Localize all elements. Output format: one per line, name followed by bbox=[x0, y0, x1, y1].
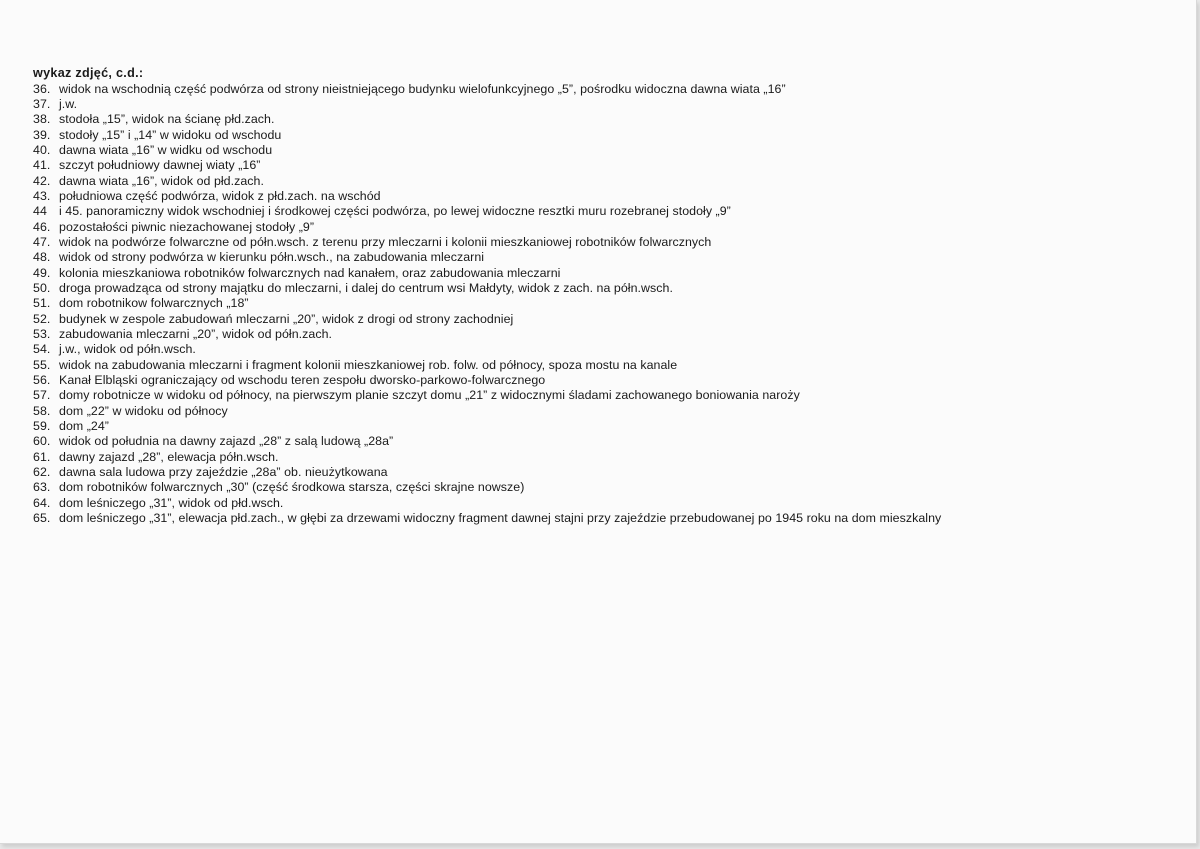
list-item bbox=[33, 112, 1173, 127]
item-number: 62. bbox=[33, 465, 51, 480]
list-item bbox=[33, 97, 1173, 112]
item-number: 57. bbox=[33, 388, 51, 403]
item-description: dom „24” bbox=[59, 419, 109, 434]
item-description: stodoły „15” i „14” w widoku od wschodu bbox=[59, 127, 282, 142]
list-item bbox=[33, 480, 1173, 495]
list-item bbox=[33, 312, 1173, 327]
item-description: dawna wiata „16”, widok od płd.zach. bbox=[59, 173, 264, 188]
item-description: kolonia mieszkaniowa robotników folwarcznych nad kanałem, oraz zabudowania mleczarni bbox=[59, 265, 561, 280]
item-number: 56. bbox=[33, 373, 51, 388]
list-item bbox=[33, 465, 1173, 480]
list-item bbox=[33, 404, 1173, 419]
item-number: 64. bbox=[33, 495, 51, 510]
item-number: 60. bbox=[33, 434, 51, 449]
item-number: 36. bbox=[33, 81, 51, 96]
item-number: 58. bbox=[33, 403, 51, 418]
item-description: dawna sala ludowa przy zajeździe „28a” ob. nieużytkowana bbox=[59, 465, 388, 480]
list-item bbox=[33, 235, 1173, 250]
list-item bbox=[33, 204, 1173, 219]
list-item bbox=[33, 266, 1173, 281]
list-item bbox=[33, 220, 1173, 235]
item-number: 59. bbox=[33, 419, 51, 434]
item-description: widok na zabudowania mleczarni i fragment kolonii mieszkaniowej rob. folw. od północy, spoza mostu na kanale bbox=[59, 357, 678, 372]
item-description: widok na podwórze folwarczne od półn.wsch. z terenu przy mleczarni i kolonii mieszkaniowej robotników folwarcznych bbox=[59, 234, 712, 249]
list-item bbox=[33, 434, 1173, 449]
item-number: 65. bbox=[33, 511, 51, 526]
item-number: 52. bbox=[33, 311, 51, 326]
item-number: 47. bbox=[33, 234, 51, 249]
list-item bbox=[33, 496, 1173, 511]
item-number: 39. bbox=[33, 127, 51, 142]
item-description: i 45. panoramiczny widok wschodniej i środkowej części podwórza, po lewej widoczne resztki muru rozebranej stodoły „9” bbox=[59, 204, 731, 219]
item-description: dom robotnikow folwarcznych „18” bbox=[59, 296, 249, 311]
list-item bbox=[33, 358, 1173, 373]
list-item bbox=[33, 281, 1173, 296]
list-item bbox=[33, 450, 1173, 465]
list-item bbox=[33, 128, 1173, 143]
list-item bbox=[33, 419, 1173, 434]
item-description: droga prowadząca od strony majątku do mleczarni, i dalej do centrum wsi Małdyty, widok z zach. na półn.wsch. bbox=[59, 280, 673, 295]
item-number: 55. bbox=[33, 357, 51, 372]
item-description: dawny zajazd „28”, elewacja półn.wsch. bbox=[59, 449, 279, 464]
item-description: dawna wiata „16” w widku od wschodu bbox=[59, 142, 273, 157]
item-description: pozostałości piwnic niezachowanej stodoły „9” bbox=[59, 219, 315, 234]
document-title: wykaz zdjęć, c.d.: bbox=[33, 66, 144, 80]
item-description: dom leśniczego „31”, elewacja płd.zach., w głębi za drzewami widoczny fragment dawnej stajni przy zajeździe przebudowanej po 1945 roku na dom mieszkalny bbox=[59, 511, 942, 526]
document-content bbox=[33, 66, 1173, 526]
item-description: budynek w zespole zabudowań mleczarni „20”, widok z drogi od strony zachodniej bbox=[59, 311, 514, 326]
item-number: 44 bbox=[33, 204, 47, 219]
item-description: dom leśniczego „31”, widok od płd.wsch. bbox=[59, 495, 284, 510]
item-description: dom robotników folwarcznych „30” (część środkowa starsza, części skrajne nowsze) bbox=[59, 480, 525, 495]
item-number: 53. bbox=[33, 327, 51, 341]
item-number: 37. bbox=[33, 96, 51, 111]
item-number: 61. bbox=[33, 449, 51, 464]
item-number: 38. bbox=[33, 112, 51, 127]
list-item bbox=[33, 82, 1173, 97]
photo-list bbox=[33, 82, 1173, 527]
list-item bbox=[33, 296, 1173, 311]
list-item bbox=[33, 250, 1173, 265]
item-description: widok od południa na dawny zajazd „28” z salą ludową „28a” bbox=[59, 434, 394, 449]
list-item bbox=[33, 511, 1173, 526]
list-item bbox=[33, 342, 1173, 357]
item-description: zabudowania mleczarni „20”, widok od półn.zach. bbox=[59, 327, 333, 341]
item-description: widok na wschodnią część podwórza od strony nieistniejącego budynku wielofunkcyjnego „5”, pośrodku widoczna dawna wiata „16” bbox=[59, 81, 786, 96]
item-number: 41. bbox=[33, 158, 51, 173]
item-description: szczyt południowy dawnej wiaty „16” bbox=[59, 158, 261, 173]
list-item bbox=[33, 174, 1173, 189]
list-item bbox=[33, 388, 1173, 403]
item-number: 51. bbox=[33, 296, 51, 311]
item-description: południowa część podwórza, widok z płd.zach. na wschód bbox=[59, 188, 381, 203]
item-number: 50. bbox=[33, 280, 51, 295]
list-item bbox=[33, 158, 1173, 173]
item-description: domy robotnicze w widoku od północy, na pierwszym planie szczyt domu „21” z widocznymi śladami zachowanego boniowania naroży bbox=[59, 388, 800, 403]
list-item bbox=[33, 327, 1173, 342]
item-number: 42. bbox=[33, 173, 51, 188]
item-number: 49. bbox=[33, 265, 51, 280]
item-number: 54. bbox=[33, 342, 51, 357]
item-number: 40. bbox=[33, 142, 51, 157]
item-number: 43. bbox=[33, 188, 51, 203]
item-description: j.w., widok od półn.wsch. bbox=[59, 342, 196, 357]
list-item bbox=[33, 189, 1173, 204]
item-description: dom „22” w widoku od północy bbox=[59, 403, 228, 418]
item-description: j.w. bbox=[59, 96, 78, 111]
item-description: stodoła „15”, widok na ścianę płd.zach. bbox=[59, 112, 275, 127]
list-item bbox=[33, 373, 1173, 388]
item-number: 48. bbox=[33, 250, 51, 265]
item-number: 46. bbox=[33, 219, 51, 234]
item-number: 63. bbox=[33, 480, 51, 495]
item-description: widok od strony podwórza w kierunku półn.wsch., na zabudowania mleczarni bbox=[59, 250, 485, 265]
item-description: Kanał Elbląski ograniczający od wschodu teren zespołu dworsko-parkowo-folwarcznego bbox=[59, 373, 546, 388]
list-item bbox=[33, 143, 1173, 158]
